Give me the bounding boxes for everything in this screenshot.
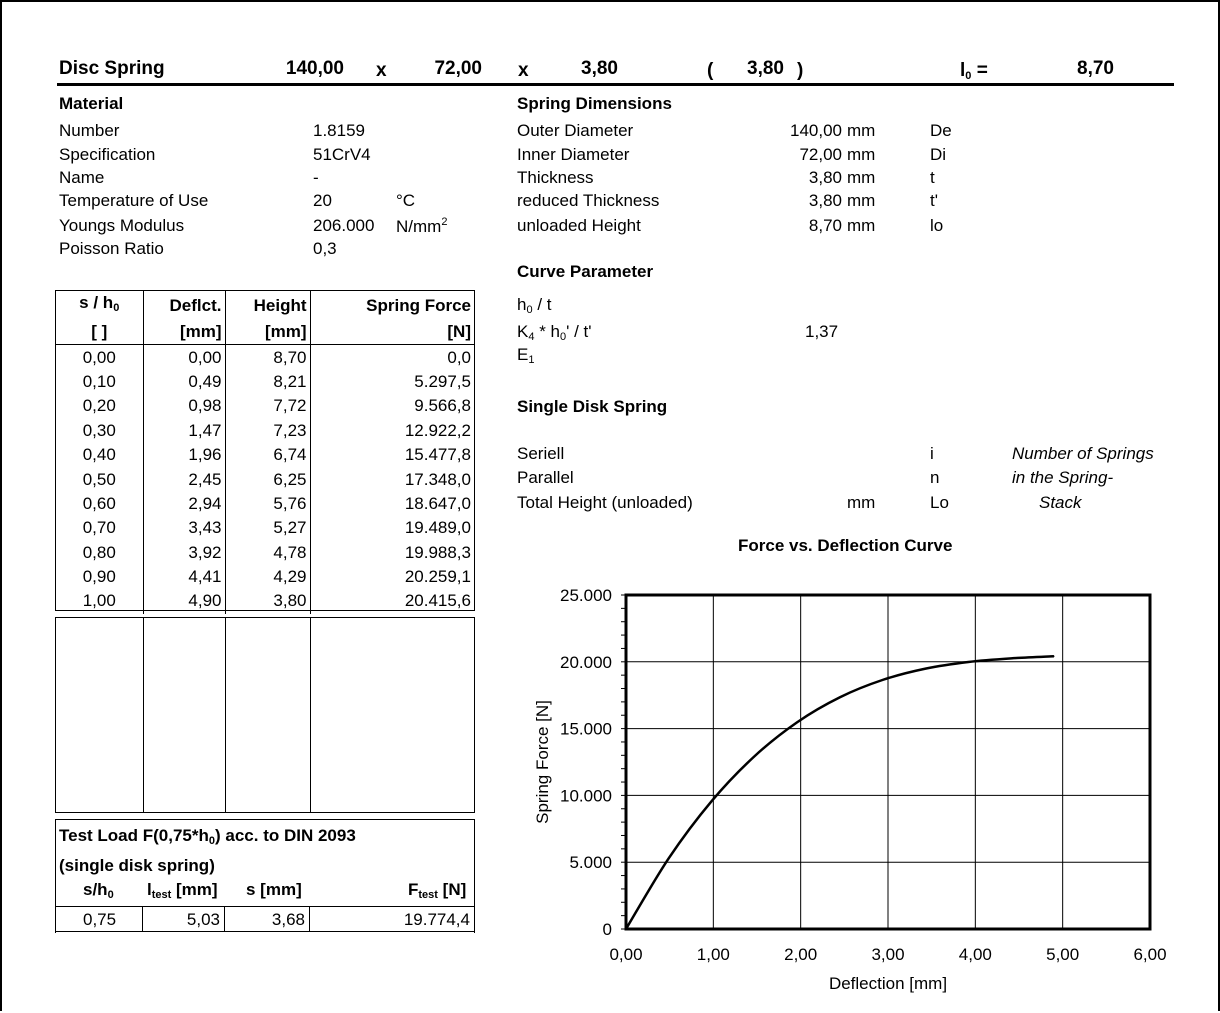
test-load-subtitle: (single disk spring): [59, 856, 215, 875]
seriell-label: Seriell: [517, 444, 565, 463]
total-height-label: Total Height (unloaded): [517, 493, 693, 512]
dimension-unit: mm: [847, 168, 876, 187]
cell-spring-force: 20.415,6: [404, 591, 471, 611]
force-deflection-chart: [520, 575, 1200, 1005]
stack-note-1: Number of Springs: [1012, 444, 1154, 463]
paren-close: ): [797, 60, 804, 81]
x-tick-label: 6,00: [1133, 945, 1167, 964]
cell-s-h0: 0,40: [56, 443, 143, 467]
x-tick-label: 0,00: [609, 945, 643, 964]
test-col-divider: [309, 907, 310, 932]
empty-col-divider: [310, 618, 311, 812]
data-point: [754, 756, 755, 757]
paren-open: (: [707, 60, 714, 81]
test-col-divider: [224, 907, 225, 932]
cell-spring-force: 0,0: [447, 347, 471, 367]
dimension-label: Outer Diameter: [517, 121, 634, 140]
data-point: [839, 697, 840, 698]
table-row: [56, 419, 474, 443]
dimension-label: reduced Thickness: [517, 191, 660, 210]
x-tick-label: 1,00: [696, 945, 730, 964]
chart-title: Force vs. Deflection Curve: [738, 536, 953, 555]
cell-spring-force: 19.988,3: [404, 542, 471, 562]
cell-spring-force: 15.477,8: [404, 445, 471, 465]
inner-diameter-header: 72,00: [434, 58, 482, 79]
y-tick-label: 0: [602, 920, 612, 939]
dimension-unit: mm: [847, 121, 876, 140]
data-point: [968, 661, 969, 662]
data-point: [797, 722, 798, 723]
cell-spring-force: 18.647,0: [404, 493, 471, 513]
test-load-rule: [55, 906, 475, 907]
sheet-title: Disc Spring: [59, 58, 165, 79]
cell-s-h0: 0,10: [56, 370, 143, 394]
x-tick-label: 2,00: [784, 945, 818, 964]
material-value: -: [313, 168, 319, 187]
table-row: [56, 467, 474, 491]
e1-label: $E_1$: [517, 345, 535, 366]
cell-deflection: 3,92: [143, 541, 225, 565]
col-header-s-h0: s / $h_0$: [56, 291, 143, 320]
data-point: [925, 668, 926, 669]
unit-deflection: [mm]: [143, 320, 225, 345]
total-height-unit: mm: [847, 493, 876, 512]
dimension-value: 3,80: [808, 168, 842, 187]
stack-note-3: Stack: [1039, 493, 1082, 512]
times-sign-2: x: [518, 60, 529, 81]
material-label: Specification: [59, 145, 156, 164]
cell-s-h0: 0,00: [56, 345, 143, 370]
k4-label: $K_4 * h_0'$ / t': [517, 322, 592, 343]
material-value: 51CrV4: [313, 145, 371, 164]
test-load-bottom: [55, 931, 475, 932]
y-tick-label: 5.000: [569, 853, 612, 873]
material-label: Name: [59, 168, 105, 187]
cell-deflection: 0,49: [143, 370, 225, 394]
data-point: [668, 858, 669, 859]
y-tick-label: 10.000: [560, 786, 612, 806]
test-col-s-h0: $s/h_0$: [83, 880, 114, 901]
result-table: [56, 291, 474, 614]
test-col-divider: [142, 907, 143, 932]
dimension-unit: mm: [847, 191, 876, 210]
dimension-value: 3,80: [808, 191, 842, 210]
col-header-spring-force: Spring Force: [366, 295, 471, 315]
empty-col-divider: [143, 618, 144, 812]
material-value: 20: [313, 191, 332, 210]
material-value: 0,3: [313, 239, 337, 258]
test-col-ltest: $l_{test}$ [mm]: [147, 880, 218, 901]
single-disk-heading: Single Disk Spring: [517, 397, 668, 416]
cell-deflection: 2,45: [143, 467, 225, 491]
table-row: [56, 345, 474, 370]
thickness-header: 3,80: [581, 58, 618, 79]
k4-value: 1,37: [805, 322, 839, 341]
test-value-ftest: 19.774,4: [403, 910, 470, 929]
cell-spring-force: 17.348,0: [404, 469, 471, 489]
dimensions-heading: Spring Dimensions: [517, 94, 672, 113]
empty-table-box: [55, 617, 475, 813]
cell-s-h0: 0,30: [56, 419, 143, 443]
data-point: [882, 679, 883, 680]
test-load-title: Test Load $F(0,75*h_0)$ acc. to DIN 2093: [59, 826, 356, 847]
unit-spring-force: [N]: [447, 322, 471, 342]
test-col-ftest: $F_{test}$ [N]: [408, 880, 467, 901]
x-tick-label: 5,00: [1046, 945, 1080, 964]
cell-height: 7,23: [225, 419, 310, 443]
y-tick-label: 15.000: [560, 719, 612, 739]
cell-height: 6,25: [225, 467, 310, 491]
header-rule: [57, 83, 1174, 86]
cell-height: 6,74: [225, 443, 310, 467]
table-unit-row: [56, 320, 474, 345]
dimension-symbol: lo: [930, 216, 944, 235]
cell-height: 5,76: [225, 492, 310, 516]
dimension-value: 140,00: [790, 121, 842, 140]
dimension-symbol: De: [930, 121, 952, 140]
cell-deflection: 1,96: [143, 443, 225, 467]
cell-spring-force: 12.922,2: [404, 420, 471, 440]
table-row: [56, 541, 474, 565]
stack-note-2: in the Spring-: [1012, 468, 1114, 487]
test-value-s: 3,68: [271, 910, 305, 929]
material-label: Youngs Modulus: [59, 216, 185, 235]
table-row: [56, 565, 474, 589]
cell-spring-force: 19.489,0: [404, 518, 471, 538]
dimension-label: Inner Diameter: [517, 145, 630, 164]
x-axis-label: Deflection [mm]: [828, 974, 948, 993]
cell-height: 4,29: [225, 565, 310, 589]
lo-label: $l_0$ =: [960, 60, 988, 82]
y-tick-label: 25.000: [560, 586, 612, 605]
cell-s-h0: 0,90: [56, 565, 143, 589]
reduced-thickness-header: 3,80: [747, 58, 784, 79]
cell-height: 3,80: [225, 589, 310, 613]
lo-value-header: 8,70: [1077, 58, 1114, 79]
seriell-symbol: i: [930, 444, 934, 463]
cell-height: 4,78: [225, 541, 310, 565]
table-row: [56, 516, 474, 540]
dimension-symbol: Di: [930, 145, 947, 164]
data-point: [711, 801, 712, 802]
table-row: [56, 370, 474, 394]
dimension-symbol: t: [930, 168, 935, 187]
data-point: [1053, 656, 1054, 657]
cell-s-h0: 1,00: [56, 589, 143, 613]
cell-deflection: 4,41: [143, 565, 225, 589]
y-axis-label: Spring Force [N]: [533, 700, 552, 824]
x-tick-label: 3,00: [871, 945, 905, 964]
col-header-height: Height: [225, 291, 310, 320]
outer-diameter-header: 140,00: [285, 58, 344, 79]
cell-height: 5,27: [225, 516, 310, 540]
test-value-s-h0: 0,75: [83, 910, 117, 929]
unit-s-h0: [ ]: [56, 320, 143, 345]
test-col-s: s [mm]: [246, 880, 302, 899]
dimension-unit: mm: [847, 216, 876, 235]
cell-height: 8,21: [225, 370, 310, 394]
dimension-value: 72,00: [799, 145, 842, 164]
dimension-unit: mm: [847, 145, 876, 164]
material-value: 206.000: [313, 216, 375, 235]
cell-s-h0: 0,60: [56, 492, 143, 516]
parallel-symbol: n: [930, 468, 940, 487]
x-tick-label: 4,00: [958, 945, 992, 964]
material-label: Number: [59, 121, 120, 140]
material-unit: $N/mm^2$: [396, 216, 448, 236]
cell-deflection: 4,90: [143, 589, 225, 613]
material-heading: Material: [59, 94, 124, 113]
cell-spring-force: 20.259,1: [404, 567, 471, 587]
times-sign-1: x: [376, 60, 387, 81]
table-header-row: [56, 291, 474, 320]
curve-parameter-heading: Curve Parameter: [517, 262, 654, 281]
material-value: 1.8159: [313, 121, 365, 140]
table-row: [56, 394, 474, 418]
data-point: [1011, 658, 1012, 659]
dimension-label: unloaded Height: [517, 216, 641, 235]
cell-s-h0: 0,70: [56, 516, 143, 540]
parallel-label: Parallel: [517, 468, 574, 487]
cell-s-h0: 0,80: [56, 541, 143, 565]
data-point: [625, 928, 626, 929]
test-value-ltest: 5,03: [186, 910, 220, 929]
y-tick-label: 20.000: [560, 652, 612, 672]
material-label: Temperature of Use: [59, 191, 209, 210]
cell-spring-force: 9.566,8: [414, 396, 471, 416]
h0-over-t-label: $h_0$ / t: [517, 295, 552, 316]
cell-height: 8,70: [225, 345, 310, 370]
cell-s-h0: 0,20: [56, 394, 143, 418]
unit-height: [mm]: [225, 320, 310, 345]
dimension-label: Thickness: [517, 168, 594, 187]
cell-deflection: 1,47: [143, 419, 225, 443]
cell-spring-force: 5.297,5: [414, 371, 471, 391]
dimension-value: 8,70: [808, 216, 842, 235]
cell-deflection: 2,94: [143, 492, 225, 516]
col-header-deflection: Deflct.: [143, 291, 225, 320]
table-row: [56, 589, 474, 613]
total-height-symbol: Lo: [930, 493, 949, 512]
cell-s-h0: 0,50: [56, 467, 143, 491]
material-unit: °C: [396, 191, 416, 210]
table-row: [56, 492, 474, 516]
dimension-symbol: t': [930, 191, 938, 210]
cell-height: 7,72: [225, 394, 310, 418]
cell-deflection: 0,00: [143, 345, 225, 370]
table-row: [56, 443, 474, 467]
empty-col-divider: [225, 618, 226, 812]
cell-deflection: 3,43: [143, 516, 225, 540]
material-label: Poisson Ratio: [59, 239, 164, 258]
cell-deflection: 0,98: [143, 394, 225, 418]
